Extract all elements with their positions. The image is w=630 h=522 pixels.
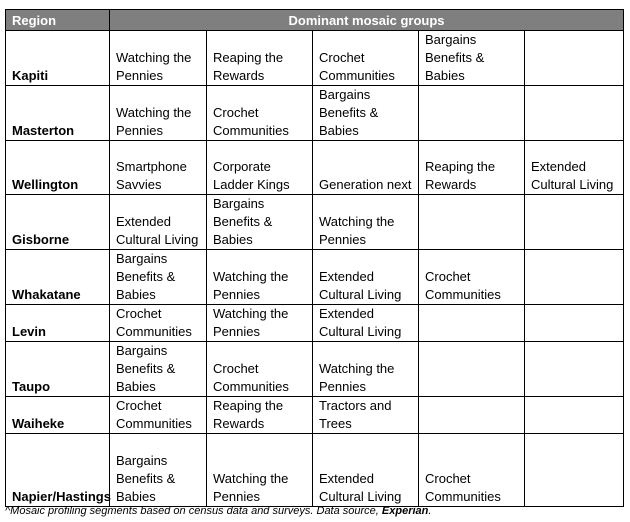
region-cell: Levin [6, 305, 110, 342]
group-cell: Crochet Communities [419, 434, 525, 507]
footnote-end: . [428, 505, 432, 517]
group-cell: Bargains Benefits & Babies [207, 195, 313, 250]
group-cell: Reaping the Rewards [419, 141, 525, 195]
table-row [6, 342, 624, 397]
table-row [6, 250, 624, 305]
group-cell: Watching the Pennies [207, 305, 313, 342]
group-cell [525, 397, 624, 434]
region-cell: Kapiti [6, 31, 110, 86]
group-cell: Extended Cultural Living [525, 141, 624, 195]
region-cell: Taupo [6, 342, 110, 397]
group-cell [525, 250, 624, 305]
group-cell: Watching the Pennies [110, 86, 207, 141]
group-cell [525, 195, 624, 250]
group-cell: Watching the Pennies [313, 342, 419, 397]
region-cell: Waiheke [6, 397, 110, 434]
group-cell: Generation next [313, 141, 419, 195]
group-cell: Bargains Benefits & Babies [110, 342, 207, 397]
group-cell [419, 397, 525, 434]
region-cell: Masterton [6, 86, 110, 141]
table-row [6, 195, 624, 250]
table-body [6, 31, 624, 507]
footnote-source: Experian [381, 505, 429, 517]
table-row [6, 31, 624, 86]
group-cell [419, 305, 525, 342]
group-cell: Extended Cultural Living [313, 250, 419, 305]
group-cell: Crochet Communities [313, 31, 419, 86]
group-cell [525, 305, 624, 342]
group-cell [525, 434, 624, 507]
group-cell [419, 342, 525, 397]
group-cell: Watching the Pennies [313, 195, 419, 250]
group-cell: Bargains Benefits & Babies [313, 86, 419, 141]
mosaic-table [5, 9, 624, 507]
group-cell: Crochet Communities [419, 250, 525, 305]
footnote [5, 505, 431, 517]
table-header-row [6, 10, 624, 31]
group-cell: Tractors and Trees [313, 397, 419, 434]
groups-column-header: Dominant mosaic groups [110, 10, 624, 31]
group-cell: Smartphone Savvies [110, 141, 207, 195]
region-column-header: Region [6, 10, 110, 31]
group-cell: Corporate Ladder Kings [207, 141, 313, 195]
group-cell: Extended Cultural Living [313, 305, 419, 342]
table-row [6, 305, 624, 342]
group-cell: Crochet Communities [207, 86, 313, 141]
group-cell: Watching the Pennies [207, 250, 313, 305]
table-row [6, 397, 624, 434]
group-cell: Bargains Benefits & Babies [110, 250, 207, 305]
group-cell: Bargains Benefits & Babies [419, 31, 525, 86]
group-cell [525, 31, 624, 86]
region-cell: Wellington [6, 141, 110, 195]
group-cell [419, 195, 525, 250]
table-row [6, 434, 624, 507]
group-cell: Extended Cultural Living [110, 195, 207, 250]
group-cell [525, 86, 624, 141]
footnote-text: ^Mosaic profiling segments based on census data and surveys. Data source, [5, 505, 382, 517]
group-cell: Watching the Pennies [110, 31, 207, 86]
group-cell [419, 86, 525, 141]
group-cell: Crochet Communities [207, 342, 313, 397]
table-row [6, 141, 624, 195]
table-row [6, 86, 624, 141]
group-cell [525, 342, 624, 397]
group-cell: Reaping the Rewards [207, 397, 313, 434]
region-cell: Whakatane [6, 250, 110, 305]
group-cell: Extended Cultural Living [313, 434, 419, 507]
group-cell: Watching the Pennies [207, 434, 313, 507]
region-cell: Napier/Hastings [6, 434, 110, 507]
group-cell: Bargains Benefits & Babies [110, 434, 207, 507]
group-cell: Crochet Communities [110, 397, 207, 434]
region-cell: Gisborne [6, 195, 110, 250]
group-cell: Reaping the Rewards [207, 31, 313, 86]
group-cell: Crochet Communities [110, 305, 207, 342]
